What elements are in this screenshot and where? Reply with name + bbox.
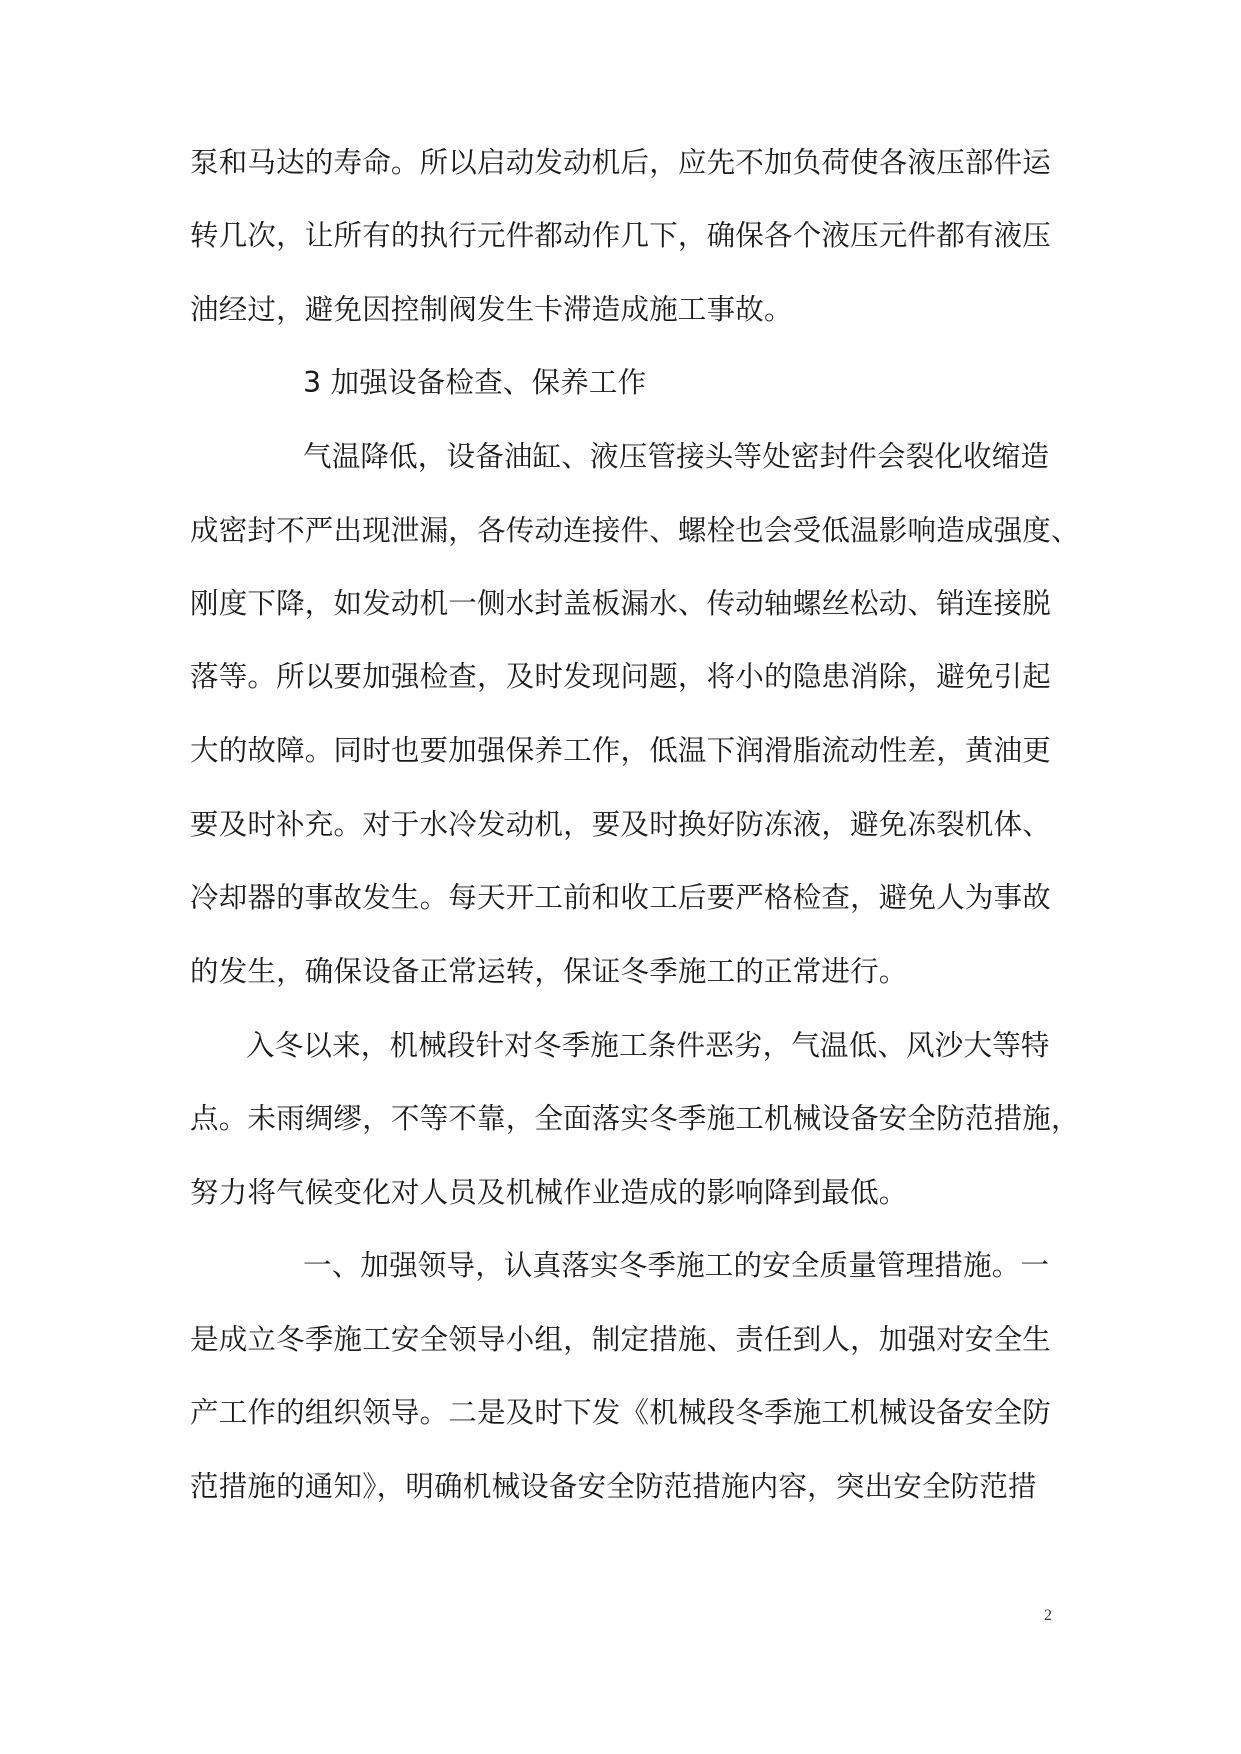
text-line: 气温降低，设备油缸、液压管接头等处密封件会裂化收缩造 (303, 440, 1050, 473)
text-line: 油经过，避免因控制阀发生卡滞造成施工事故。 (190, 293, 793, 326)
text-line: 一、加强领导，认真落实冬季施工的安全质量管理措施。一 (303, 1249, 1050, 1282)
text-line: 落等。所以要加强检查，及时发现问题，将小的隐患消除，避免引起 (190, 660, 1052, 693)
text-line: 产工作的组织领导。二是及时下发《机械段冬季施工机械设备安全防 (190, 1396, 1052, 1429)
text-line: 努力将气候变化对人员及机械作业造成的影响降到最低。 (190, 1176, 908, 1209)
text-line: 点。未雨绸缪，不等不靠，全面落实冬季施工机械设备安全防范措施， (190, 1102, 1080, 1135)
section-heading: 3 加强设备检查、保养工作 (303, 366, 647, 399)
text-line: 入冬以来，机械段针对冬季施工条件恶劣，气温低、风沙大等特 (246, 1029, 1050, 1062)
text-line: 的发生，确保设备正常运转，保证冬季施工的正常进行。 (190, 955, 908, 988)
page-number: 2 (1044, 1607, 1052, 1624)
text-line: 泵和马达的寿命。所以启动发动机后，应先不加负荷使各液压部件运 (190, 146, 1052, 179)
text-line: 冷却器的事故发生。每天开工前和收工后要严格检查，避免人为事故 (190, 881, 1052, 914)
text-line: 大的故障。同时也要加强保养工作，低温下润滑脂流动性差，黄油更 (190, 734, 1052, 767)
text-line: 转几次，让所有的执行元件都动作几下，确保各个液压元件都有液压 (190, 219, 1052, 252)
text-line: 刚度下降，如发动机一侧水封盖板漏水、传动轴螺丝松动、销连接脱 (190, 587, 1052, 620)
text-line: 范措施的通知》，明确机械设备安全防范措施内容，突出安全防范措 (190, 1470, 1037, 1503)
text-line: 成密封不严出现泄漏，各传动连接件、螺栓也会受低温影响造成强度、 (190, 514, 1080, 547)
text-line: 是成立冬季施工安全领导小组，制定措施、责任到人，加强对安全生 (190, 1323, 1052, 1356)
text-line: 要及时补充。对于水冷发动机，要及时换好防冻液，避免冻裂机体、 (190, 808, 1052, 841)
